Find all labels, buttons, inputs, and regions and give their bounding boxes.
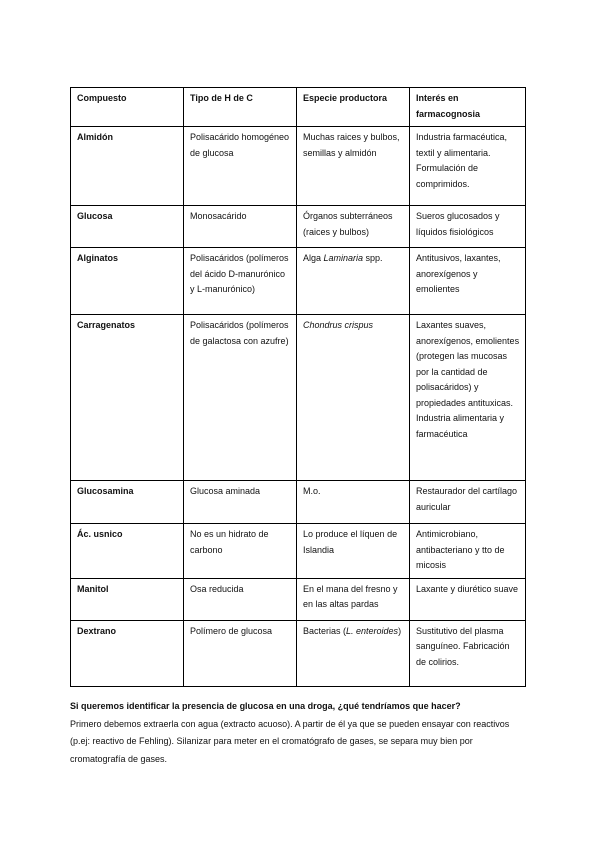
cell-compuesto: Glucosamina — [71, 481, 184, 524]
cell-interes: Antitusivos, laxantes, anorexígenos y emolientes — [410, 248, 526, 315]
cell-interes: Sueros glucosados y líquidos fisiológicos — [410, 206, 526, 248]
species-prefix: Alga — [303, 253, 324, 263]
cell-tipo: Osa reducida — [184, 578, 297, 620]
cell-interes: Laxantes suaves, anorexígenos, emolientes (protegen las mucosas por la cantidad de polisacáridos) y propiedades antituxicas. Industria alimentaria y farmacéutica — [410, 315, 526, 481]
carbohydrates-table — [70, 87, 526, 687]
cell-compuesto: Alginatos — [71, 248, 184, 315]
cell-interes: Laxante y diurético suave — [410, 578, 526, 620]
cell-especie: M.o. — [297, 481, 410, 524]
cell-especie: Chondrus crispus — [297, 315, 410, 481]
question-text: Si queremos identificar la presencia de glucosa en una droga, ¿qué tendríamos que hacer? — [70, 701, 461, 711]
cell-especie — [297, 620, 410, 686]
table-header-row — [71, 88, 526, 127]
cell-compuesto: Manitol — [71, 578, 184, 620]
cell-tipo: Glucosa aminada — [184, 481, 297, 524]
species-italic: L. enteroides — [346, 625, 399, 636]
cell-tipo: Monosacárido — [184, 206, 297, 248]
header-compuesto: Compuesto — [71, 88, 184, 127]
cell-tipo: Polímero de glucosa — [184, 620, 297, 686]
table-row — [71, 315, 526, 481]
species-suffix: spp. — [363, 253, 383, 263]
header-interes: Interés en farmacognosia — [410, 88, 526, 127]
cell-compuesto: Ác. usnico — [71, 524, 184, 579]
species-suffix: ) — [398, 625, 402, 636]
table-row — [71, 206, 526, 248]
question-answer-block — [70, 698, 530, 768]
cell-interes: Antimicrobiano, antibacteriano y tto de micosis — [410, 524, 526, 579]
cell-tipo: Polisacárido homogéneo de glucosa — [184, 127, 297, 206]
table-row — [71, 524, 526, 579]
table-row — [71, 248, 526, 315]
header-especie: Especie productora — [297, 88, 410, 127]
cell-compuesto: Almidón — [71, 127, 184, 206]
cell-tipo: Polisacáridos (polímeros del ácido D-manurónico y L-manurónico) — [184, 248, 297, 315]
table-row — [71, 578, 526, 620]
cell-especie: En el mana del fresno y en las altas pardas — [297, 578, 410, 620]
table-row — [71, 481, 526, 524]
cell-interes: Industria farmacéutica, textil y alimentaria. Formulación de comprimidos. — [410, 127, 526, 206]
answer-text: Primero debemos extraerla con agua (extracto acuoso). A partir de él ya que se pueden ensayar con reactivos (p.ej: reactivo de Fehling). Silanizar para meter en el cromatógrafo de gases, se separa muy bien por cromatografía de gases. — [70, 718, 510, 764]
header-tipo: Tipo de H de C — [184, 88, 297, 127]
table-row — [71, 620, 526, 686]
cell-interes: Restaurador del cartílago auricular — [410, 481, 526, 524]
cell-especie: Órganos subterráneos (raices y bulbos) — [297, 206, 410, 248]
cell-tipo: Polisacáridos (polímeros de galactosa con azufre) — [184, 315, 297, 481]
cell-especie — [297, 248, 410, 315]
species-italic: Laminaria — [323, 253, 364, 263]
table-row — [71, 127, 526, 206]
cell-interes: Sustitutivo del plasma sanguíneo. Fabricación de colirios. — [410, 620, 526, 686]
cell-especie: Muchas raices y bulbos, semillas y almidón — [297, 127, 410, 206]
cell-compuesto: Carragenatos — [71, 315, 184, 481]
cell-tipo: No es un hidrato de carbono — [184, 524, 297, 579]
cell-especie: Lo produce el líquen de Islandia — [297, 524, 410, 579]
cell-compuesto: Dextrano — [71, 620, 184, 686]
cell-compuesto: Glucosa — [71, 206, 184, 248]
species-prefix: Bacterias ( — [303, 625, 347, 636]
